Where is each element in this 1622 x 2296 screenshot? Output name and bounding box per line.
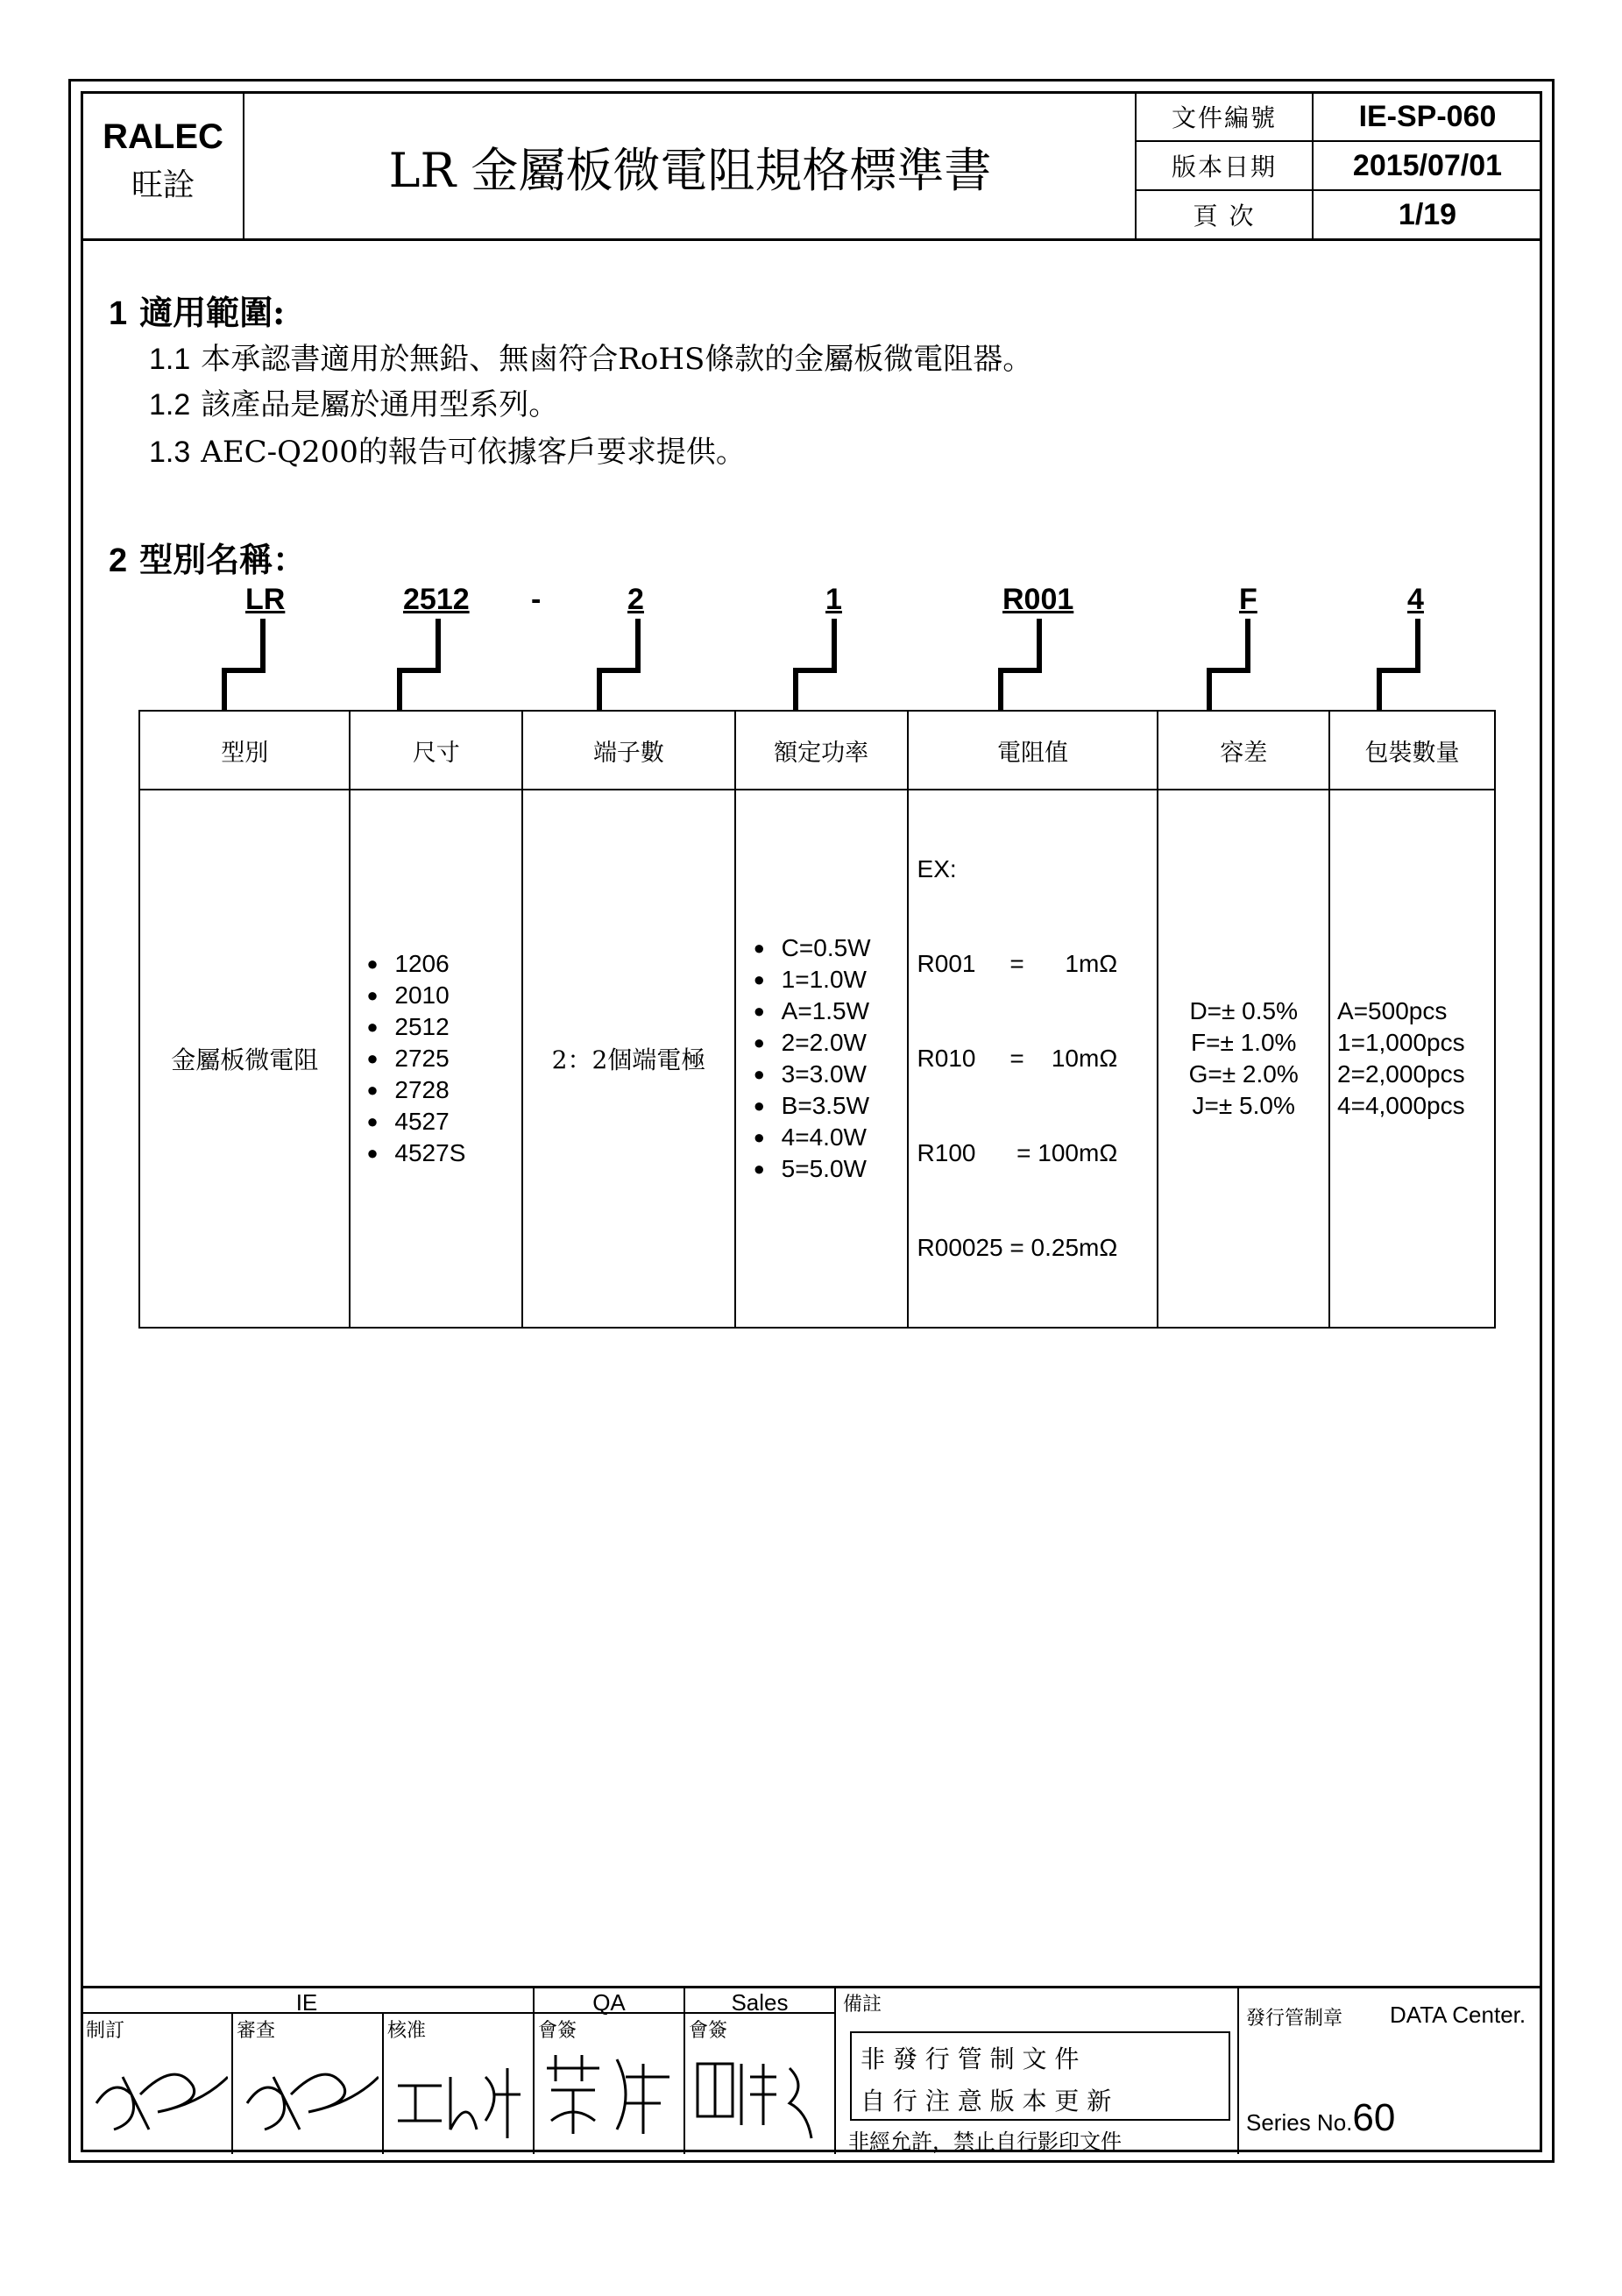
doc-no-label: 文件編號 [1171, 103, 1277, 132]
page-value: 1/19 [1398, 197, 1457, 231]
signature-approver [389, 2051, 529, 2147]
connector-power [796, 619, 834, 710]
table-header-row [139, 711, 1495, 790]
connector-size [400, 619, 438, 710]
role-review: 審查 [237, 2020, 276, 2042]
stamp-line-1: 非 發 行 管 制 文 件 [861, 2044, 1080, 2073]
header-terminals: 端子數 [522, 711, 734, 790]
connector-packing [1379, 619, 1418, 710]
series-number: 60 [1352, 2096, 1396, 2139]
item-number: 1.3 [149, 436, 191, 469]
code-connector-lines [0, 0, 1622, 719]
size-item: ● 4527S [394, 1137, 521, 1169]
resistance-line: EX: [917, 855, 957, 882]
document-title: LR 金屬板微電阻規格標準書 [388, 142, 992, 198]
role-countersign: 會簽 [538, 2020, 577, 2042]
item-text: 本承認書適用於無鉛、無鹵符合RoHS條款的金屬板微電阻器。 [201, 342, 1033, 377]
control-label: 發行管制章 [1246, 2008, 1343, 2030]
power-item: ● 1=1.0W [782, 964, 907, 996]
code-terminals: 2 [627, 583, 644, 616]
power-item: ● 5=5.0W [782, 1153, 907, 1185]
item-text: AEC-Q200的報告可依據客戶要求提供。 [201, 435, 746, 470]
header-type: 型別 [139, 711, 350, 790]
footer-divider [834, 1988, 836, 2154]
data-center: DATA Center. [1390, 2002, 1526, 2028]
header-tolerance: 容差 [1158, 711, 1329, 790]
item-number: 1.2 [149, 388, 191, 422]
size-item: ● 2512 [394, 1011, 521, 1043]
connector-resistance [1001, 619, 1039, 710]
footer-top-rule [81, 1986, 1542, 1988]
cell-tolerance [1158, 790, 1329, 1328]
dept-ie: IE [295, 1989, 318, 2016]
signature-reviewer [238, 2042, 379, 2147]
series-block [1246, 2096, 1395, 2140]
copy-notice: 非經允許，禁止自行影印文件 [848, 2129, 1122, 2154]
signature-drafter [88, 2042, 228, 2147]
table-row [139, 790, 1495, 1328]
item-text: 該產品是屬於通用型系列。 [201, 387, 559, 422]
cell-resistance [908, 790, 1158, 1328]
power-item: ● C=0.5W [782, 932, 907, 964]
section-2-number: 2 [109, 542, 128, 579]
header-resistance: 電阻值 [908, 711, 1158, 790]
role-countersign: 會簽 [689, 2020, 728, 2042]
code-packing: 4 [1407, 583, 1424, 616]
code-dash: - [531, 583, 542, 616]
resistance-line: R100 = 100mΩ [917, 1139, 1118, 1166]
signature-qa [538, 2042, 678, 2147]
size-item: ● 2010 [394, 980, 521, 1011]
packing-line: 2=2,000pcs [1337, 1060, 1465, 1088]
rev-date-label: 版本日期 [1171, 152, 1277, 181]
connector-tolerance [1209, 619, 1248, 710]
footer-divider [231, 2012, 233, 2154]
cell-power [735, 790, 908, 1328]
cell-sizes [350, 790, 522, 1328]
resistance-line: R00025 = 0.25mΩ [917, 1234, 1118, 1261]
code-size: 2512 [403, 583, 470, 616]
cell-type: 金屬板微電阻 [139, 790, 350, 1328]
doc-no-value: IE-SP-060 [1358, 99, 1497, 133]
tolerance-line: D=± 0.5% [1189, 997, 1298, 1024]
spec-table [138, 710, 1496, 1329]
connector-terminals [599, 619, 638, 710]
dept-qa: QA [592, 1989, 626, 2016]
power-item: ● 2=2.0W [782, 1027, 907, 1059]
remarks-label: 備註 [843, 1994, 882, 2016]
header-power: 額定功率 [735, 711, 908, 790]
size-item: ● 1206 [394, 948, 521, 980]
company-name-zh: 旺詮 [131, 167, 195, 203]
footer-divider [1237, 1988, 1239, 2154]
cell-packing [1329, 790, 1495, 1328]
section-2-heading: 型別名稱： [139, 540, 307, 579]
dept-sales: Sales [731, 1989, 789, 2016]
control-stamp [850, 2031, 1230, 2121]
size-item: ● 2725 [394, 1043, 521, 1074]
item-number: 1.1 [149, 343, 191, 376]
rev-date-value: 2015/07/01 [1352, 148, 1503, 182]
connector-type [224, 619, 263, 710]
header-size: 尺寸 [350, 711, 522, 790]
tolerance-line: G=± 2.0% [1188, 1060, 1299, 1088]
cell-terminals: 2：2個端電極 [522, 790, 734, 1328]
code-tolerance: F [1239, 583, 1257, 616]
code-resistance: R001 [1002, 583, 1074, 616]
section-1-number: 1 [109, 295, 128, 332]
code-power: 1 [825, 583, 842, 616]
tolerance-line: F=± 1.0% [1191, 1029, 1297, 1056]
code-type: LR [245, 583, 286, 616]
footer-divider [382, 2012, 384, 2154]
header-packing: 包裝數量 [1329, 711, 1495, 790]
power-item: ● A=1.5W [782, 996, 907, 1027]
company-name-en: RALEC [103, 117, 223, 156]
size-item: ● 4527 [394, 1106, 521, 1137]
role-draft: 制訂 [86, 2020, 125, 2042]
role-approve: 核准 [387, 2020, 427, 2042]
page-label: 頁 次 [1193, 202, 1256, 230]
series-label: Series No. [1246, 2109, 1353, 2136]
power-item: ● B=3.5W [782, 1090, 907, 1122]
resistance-line: R001 = 1mΩ [917, 950, 1118, 977]
stamp-line-2: 自 行 注 意 版 本 更 新 [861, 2087, 1112, 2115]
size-item: ● 2728 [394, 1074, 521, 1106]
tolerance-line: J=± 5.0% [1192, 1092, 1295, 1119]
signature-sales [689, 2042, 829, 2147]
power-item: ● 3=3.0W [782, 1059, 907, 1090]
packing-line: A=500pcs [1337, 997, 1448, 1024]
packing-line: 1=1,000pcs [1337, 1029, 1465, 1056]
packing-line: 4=4,000pcs [1337, 1092, 1465, 1119]
resistance-line: R010 = 10mΩ [917, 1045, 1118, 1072]
section-1-heading: 適用範圍: [139, 293, 286, 332]
power-item: ● 4=4.0W [782, 1122, 907, 1153]
